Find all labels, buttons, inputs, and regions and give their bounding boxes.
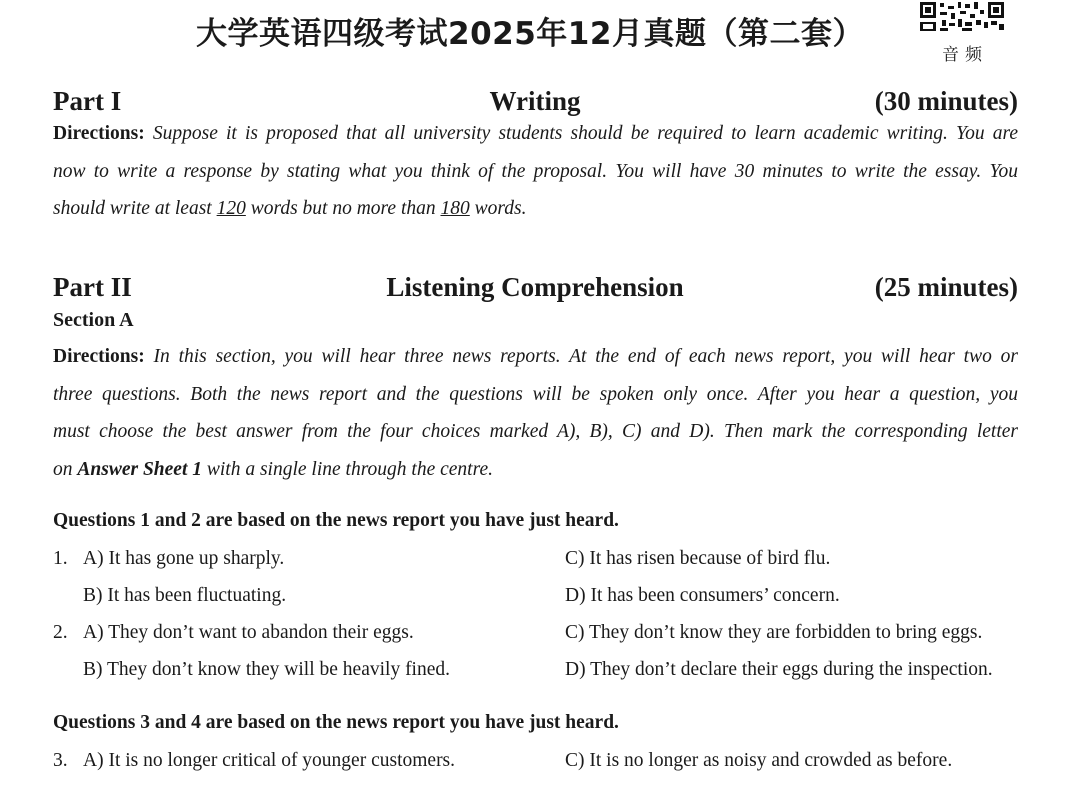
part2-line4-b: with a single line through the centre. — [201, 458, 493, 480]
part2-directions — [53, 338, 1018, 488]
part1-time: (30 minutes) — [874, 86, 1018, 116]
part2-directions-line: must choose the best answer from the four choices marked A), B), C) and D). Then mark the corresponding letter — [53, 421, 1018, 442]
section-a-label: Section A — [53, 309, 134, 331]
part1-directions-line: Suppose it is proposed that all university students should be required to learn academic writing. You are — [152, 123, 1018, 144]
option-b: B) They don’t know they will be heavily fined. — [83, 659, 451, 680]
question-number: 2. — [53, 622, 68, 643]
qr-code-icon — [918, 0, 1008, 32]
part2-directions-line: In this section, you will hear three news reports. At the end of each news report, you will hear two or — [153, 346, 1018, 367]
part2-directions-line — [53, 451, 1018, 489]
question-group-heading: Questions 3 and 4 are based on the news report you have just heard. — [53, 712, 619, 733]
option-d: D) They don’t declare their eggs during the inspection. — [565, 659, 993, 680]
part1-label: Part I — [53, 86, 122, 116]
min-word-count: 120 — [216, 198, 246, 219]
part1-directions-label: Directions: — [53, 123, 145, 144]
part1-line3-b: words but no more than — [245, 198, 441, 219]
part1-line3-c: words. — [469, 198, 527, 219]
option-d: D) It has been consumers’ concern. — [565, 585, 840, 606]
qr-audio-label: 音频 — [942, 45, 988, 65]
part2-time: (25 minutes) — [874, 272, 1018, 302]
part1-directions — [53, 115, 1018, 228]
question-group-heading: Questions 1 and 2 are based on the news report you have just heard. — [53, 510, 619, 531]
part2-directions-line: three questions. Both the news report and the questions will be spoken only once. After you hear a question, you — [53, 383, 1018, 405]
page-title: 大学英语四级考试2025年12月真题（第二套） — [196, 16, 864, 52]
part2-title: Listening Comprehension — [386, 272, 684, 302]
option-b: B) It has been fluctuating. — [83, 585, 287, 606]
part1-title: Writing — [489, 86, 581, 116]
part1-directions-line: now to write a response by stating what you think of the proposal. You will have 30 minutes to write the essay. You — [53, 160, 1018, 182]
part2-line4-a: on — [53, 458, 78, 480]
option-c: C) It is no longer as noisy and crowded as before. — [565, 750, 953, 771]
part2-directions-label: Directions: — [53, 346, 145, 367]
max-word-count: 180 — [440, 198, 470, 219]
option-a: A) They don’t want to abandon their eggs. — [83, 622, 414, 643]
part1-directions-line — [53, 190, 1018, 228]
part1-line3-a: should write at least — [53, 198, 217, 219]
part2-label: Part II — [53, 272, 132, 302]
question-number: 1. — [53, 548, 68, 569]
answer-sheet-label: Answer Sheet 1 — [77, 458, 202, 480]
option-a: A) It is no longer critical of younger customers. — [83, 750, 456, 771]
option-a: A) It has gone up sharply. — [83, 548, 285, 569]
option-c: C) It has risen because of bird flu. — [565, 548, 831, 569]
option-c: C) They don’t know they are forbidden to bring eggs. — [565, 622, 983, 643]
question-number: 3. — [53, 750, 68, 771]
